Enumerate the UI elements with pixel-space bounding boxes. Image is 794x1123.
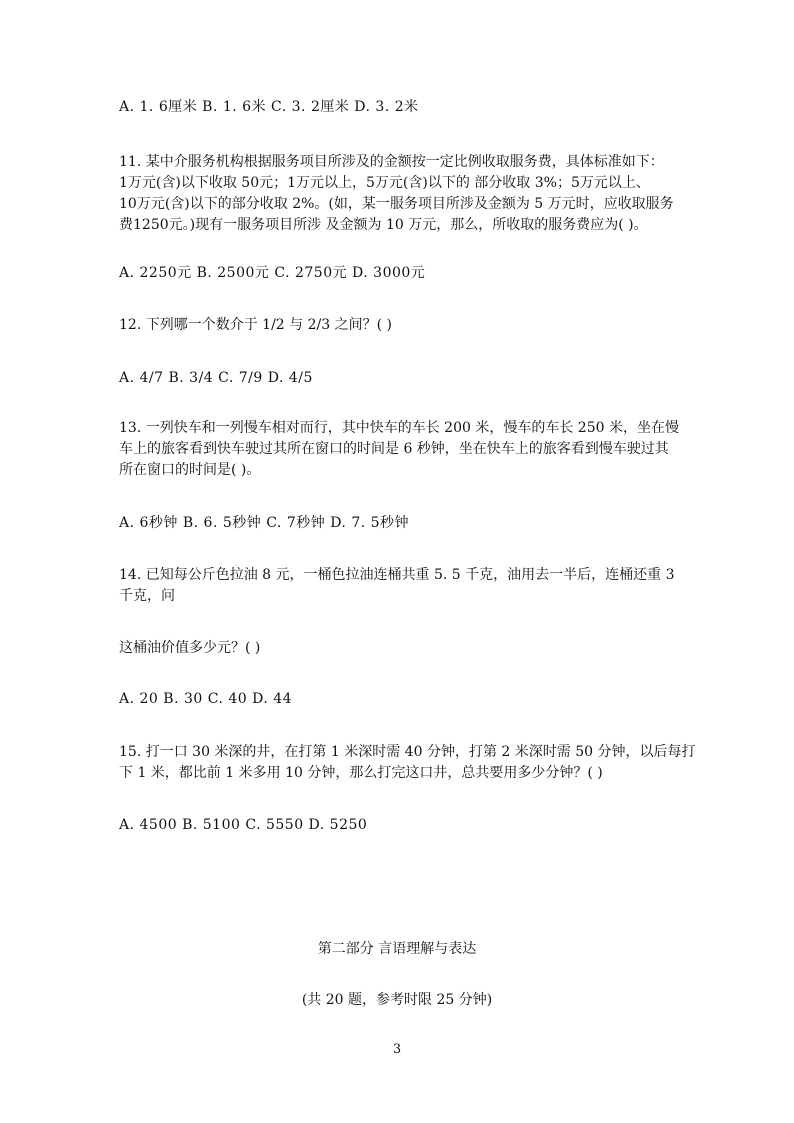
question-13-line-1: 13. 一列快车和一列慢车相对而行，其中快车的车长 200 米，慢车的车长 250 米，坐在慢 [119,420,679,436]
question-11-line-4: 费1250元。)现有一服务项目所涉 及金额为 10 万元，那么，所收取的服务费应为( )。 [119,217,648,233]
section-title: 第二部分 言语理解与表达 [317,941,477,957]
question-14-line-2: 千克，问 [119,588,175,604]
question-13-line-2: 车上的旅客看到快车驶过其所在窗口的时间是 6 秒钟，坐在快车上的旅客看到慢车驶过其 [119,441,669,457]
question-11-options: A. 2250元 B. 2500元 C. 2750元 D. 3000元 [119,265,426,281]
question-15-line-1: 15. 打一口 30 米深的井，在打第 1 米深时需 40 分钟，打第 2 米深时需 50 分钟，以后每打 [119,744,696,760]
page-number: 3 [392,1042,402,1057]
question-14-line-1: 14. 已知每公斤色拉油 8 元，一桶色拉油连桶共重 5. 5 千克，油用去一半后，连桶还重 3 [119,567,675,583]
question-14-options: A. 20 B. 30 C. 40 D. 44 [119,691,293,707]
q10-options: A. 1. 6厘米 B. 1. 6米 C. 3. 2厘米 D. 3. 2米 [119,99,419,115]
question-15-line-2: 下 1 米，都比前 1 米多用 10 分钟，那么打完这口井，总共要用多少分钟？( ) [119,765,603,781]
question-12: 12. 下列哪一个数介于 1/2 与 2/3 之间？( ) [119,317,392,333]
question-13 [119,418,679,481]
question-11-line-3: 10万元(含)以下的部分收取 2%。(如，某一服务项目所涉及金额为 5 万元时，应收取服务 [119,196,674,212]
question-11 [119,152,679,236]
question-11-line-2: 1万元(含)以下收取 50元；1万元以上，5万元(含)以下的 部分收取 3%；5万元以上、 [119,175,650,191]
question-13-options: A. 6秒钟 B. 6. 5秒钟 C. 7秒钟 D. 7. 5秒钟 [119,515,410,531]
question-14-continuation: 这桶油价值多少元？( ) [119,640,261,656]
question-15-options: A. 4500 B. 5100 C. 5550 D. 5250 [119,817,368,833]
question-11-line-1: 11. 某中介服务机构根据服务项目所涉及的金额按一定比例收取服务费，具体标准如下： [119,154,664,170]
question-12-options: A. 4/7 B. 3/4 C. 7/9 D. 4/5 [119,370,313,386]
question-14 [119,565,679,607]
section-subtitle: (共 20 题，参考时限 25 分钟) [301,992,493,1008]
question-13-line-3: 所在窗口的时间是( )。 [119,462,261,478]
question-15 [119,742,696,784]
